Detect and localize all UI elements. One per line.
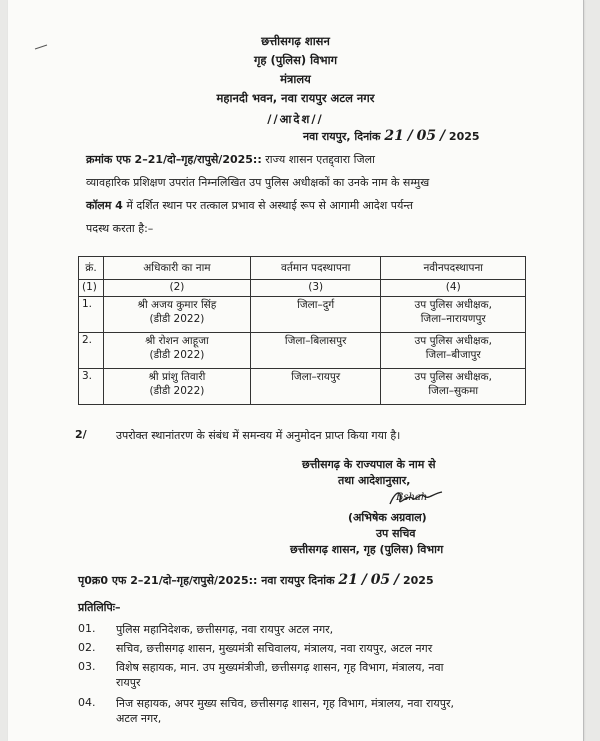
- new-posting-cell: [381, 369, 526, 405]
- current-posting-cell: जिला–बिलासपुर: [250, 333, 381, 369]
- body-line-4: पदस्थ करता है:–: [86, 222, 154, 235]
- col-header-officer: अधिकारी का नाम: [104, 257, 251, 280]
- signatory-department: छत्तीसगढ़ शासन, गृह (पुलिस) विभाग: [290, 543, 444, 556]
- endorsement-month: 05: [370, 572, 391, 588]
- body-line-3: [86, 198, 413, 213]
- new-posting-designation: उप पुलिस अधीक्षक,: [414, 299, 492, 311]
- table-header-row: [79, 257, 526, 280]
- officer-cell: [104, 333, 251, 369]
- officer-name: श्री प्रांशु तिवारी: [148, 371, 206, 383]
- new-posting-district: जिला–नारायणपुर: [420, 313, 486, 325]
- copy-item: सचिव, छत्तीसगढ़ शासन, मुख्यमंत्री सचिवालय, मंत्रालय, नवा रायपुर, अटल नगर: [116, 642, 433, 655]
- officer-name: श्री रोशन आहूजा: [145, 335, 209, 347]
- signature-mark: Bshah: [396, 492, 428, 503]
- para2-number: 2/: [75, 428, 87, 441]
- new-posting-designation: उप पुलिस अधीक्षक,: [414, 335, 492, 347]
- copy-item-number: 02.: [78, 641, 96, 654]
- table-row: [79, 333, 526, 369]
- table-row: [79, 369, 526, 405]
- col-header-new: नवीनपदस्थापना: [381, 257, 526, 280]
- copy-item-continuation: रायपुर: [116, 676, 141, 689]
- body-line-3-rest: में दर्शित स्थान पर तत्काल प्रभाव से अस्थाई रूप से आगामी आदेश पर्यन्त: [126, 199, 414, 212]
- new-posting-designation: उप पुलिस अधीक्षक,: [414, 371, 492, 383]
- signature-authority: छत्तीसगढ़ के राज्यपाल के नाम से: [302, 458, 436, 471]
- new-posting-cell: [381, 333, 526, 369]
- new-posting-district: जिला–सुकमा: [428, 385, 479, 397]
- date-month: 05: [416, 128, 437, 144]
- current-posting-cell: जिला–दुर्ग: [250, 297, 381, 333]
- index-cell: (4): [381, 280, 526, 297]
- copy-item-continuation: अटल नगर,: [116, 712, 162, 725]
- copy-item: विशेष सहायक, मान. उप मुख्यमंत्रीजी, छत्तीसगढ़ शासन, गृह विभाग, मंत्रालय, नवा: [116, 661, 444, 674]
- header-address: महानदी भवन, नवा रायपुर अटल नगर: [216, 91, 375, 105]
- endorsement-ref: पृ0क्र0 एफ 2–21/दो–गृह/रापुसे/2025:: नवा रायपुर दिनांक: [78, 574, 335, 587]
- new-posting-cell: [381, 297, 526, 333]
- order-reference: क्रमांक एफ 2–21/दो–गृह/रापुसे/2025::: [86, 153, 262, 166]
- copy-item-number: 04.: [78, 696, 96, 709]
- posting-table: [78, 256, 526, 405]
- date-place: नवा रायपुर, दिनांक: [303, 130, 381, 143]
- signature-icon: [386, 486, 446, 510]
- officer-cell: [104, 369, 251, 405]
- header-department: गृह (पुलिस) विभाग: [253, 53, 338, 67]
- document-page: [8, 0, 583, 741]
- copy-item-number: 01.: [78, 622, 96, 635]
- table-row: [79, 297, 526, 333]
- index-cell: (1): [79, 280, 104, 297]
- endorsement-day: 21: [338, 572, 358, 588]
- index-cell: (3): [250, 280, 381, 297]
- page-edge: [583, 0, 584, 741]
- body-line-1: राज्य शासन एतद्द्वारा जिला: [265, 153, 375, 166]
- serial-cell: 1.: [79, 297, 104, 333]
- date-line: नवा रायपुर, दिनांक 21 / 05 / 2025: [303, 128, 480, 144]
- index-cell: (2): [104, 280, 251, 297]
- signature-order: तथा आदेशानुसार,: [338, 474, 411, 487]
- copy-item-number: 03.: [78, 660, 96, 673]
- officer-cell: [104, 297, 251, 333]
- column-reference: कॉलम 4: [86, 199, 123, 212]
- para2-text: उपरोक्त स्थानांतरण के संबंध में समन्वय में अनुमोदन प्राप्त किया गया है।: [116, 429, 401, 442]
- current-posting-cell: जिला–रायपुर: [250, 369, 381, 405]
- officer-name: श्री अजय कुमार सिंह: [137, 299, 217, 311]
- copy-item: पुलिस महानिदेशक, छत्तीसगढ़, नवा रायपुर अटल नगर,: [116, 623, 334, 636]
- endorsement-line: पृ0क्र0 एफ 2–21/दो–गृह/रापुसे/2025:: नवा रायपुर दिनांक 21 / 05 / 2025: [78, 572, 434, 588]
- col-header-serial: क्रं.: [79, 257, 104, 280]
- new-posting-district: जिला–बीजापुर: [425, 349, 481, 361]
- header-state: छत्तीसगढ़ शासन: [261, 34, 330, 48]
- officer-batch: (डीडी 2022): [149, 385, 205, 397]
- officer-batch: (डीडी 2022): [149, 349, 205, 361]
- officer-batch: (डीडी 2022): [149, 313, 205, 325]
- signatory-designation: उप सचिव: [376, 527, 416, 540]
- table-index-row: [79, 280, 526, 297]
- serial-cell: 3.: [79, 369, 104, 405]
- signatory-name: (अभिषेक अग्रवाल): [348, 511, 427, 524]
- body-line-2: व्यावहारिक प्रशिक्षण उपरांत निम्नलिखित उप पुलिस अधीक्षकों का उनके नाम के सम्मुख: [86, 176, 430, 189]
- date-day: 21: [384, 128, 404, 144]
- header-ministry: मंत्रालय: [280, 72, 311, 86]
- col-header-current: वर्तमान पदस्थापना: [250, 257, 381, 280]
- serial-cell: 2.: [79, 333, 104, 369]
- endorsement-year: 2025: [402, 574, 434, 587]
- copy-item: निज सहायक, अपर मुख्य सचिव, छत्तीसगढ़ शासन, गृह विभाग, मंत्रालय, नवा रायपुर,: [116, 697, 454, 710]
- order-reference-line: [86, 152, 375, 167]
- order-title: //आदेश//: [267, 112, 324, 126]
- date-year: 2025: [448, 130, 480, 143]
- copy-to-label: प्रतिलिपिः–: [78, 601, 121, 614]
